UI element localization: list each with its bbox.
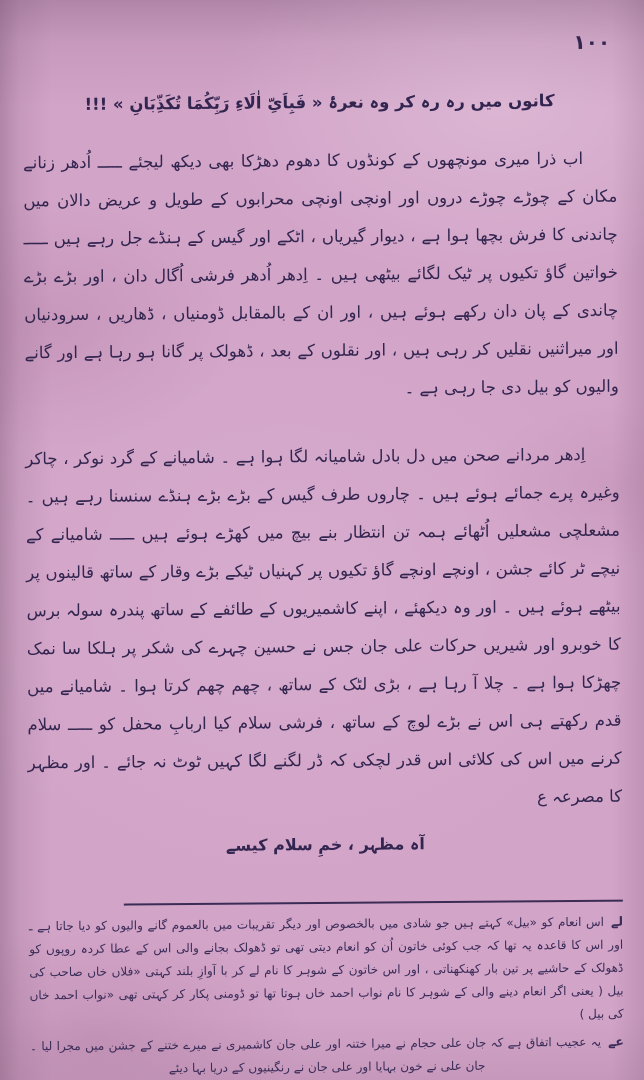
footnote-1 <box>29 910 624 1031</box>
footnote-2-text: یہ عجیب اتفاق ہے کہ جان علی حجام نے میرا ختنہ اور علی جان کاشمیری نے میرے ختنے کے جشن میں مجرا لیا ۔ جان علی نے خون بہایا اور علی جان نے رنگینیوں کے دریا بہا دیئے <box>29 1034 602 1076</box>
footnotes-section <box>29 910 624 1080</box>
body-paragraph-1: اب ذرا میری مونچھوں کے کونڈوں کا دھوم دھڑکا بھی دیکھ لیجئے ـــــ اُدھر زنانے مکان کے چوڑے چوڑے دروں اور اونچی اونچی محرابوں کے طویل و عریض دالان میں چاندنی کا فرش بچھا ہوا ہے ، دیوار گیریاں ، اٹکے اور گیس کے ہنڈے جل رہے ہیں ـــــ خواتین گاؤ تکیوں پر ٹیک لگائے بیٹھی ہیں ۔ اِدھر اُدھر فرشی اُگال دان ، اور بڑے بڑے چاندی کے پان دان رکھے ہوئے ہیں ، اور ان کے بالمقابل ڈومنیاں ، ڈھاریں ، سرودنیاں اور میراثنیں نقلیں کر رہی ہیں ، اور نقلوں کے بعد ، ڈھولک پر گانا ہو رہا ہے اور گانے والیوں کو بیل دی جا رہی ہے ۔ <box>22 148 619 398</box>
footnote-2 <box>30 1030 624 1080</box>
heading-quote: کانوں میں رہ رہ کر وہ نعرۂ « فَبِاَیِّ اٰلَاءِ رَبِّکُمَا تُکَذِّبَانِ » !!! <box>84 91 555 114</box>
body-paragraph-2: اِدھر مردانے صحن میں دل بادل شامیانہ لگا ہوا ہے ۔ شامیانے کے گرد نوکر ، چاکر وغیرہ پرے جمائے ہوئے ہیں ۔ چاروں طرف گیس کے بڑے بڑے ہنڈے سنسنا رہے ہیں ۔ مشعلچی مشعلیں اُٹھائے ہمہ تن انتظار بنے بیچ میں کھڑے ہوئے ہیں ـــــ شامیانے کے نیچے ٹر کائے جشن ، اونچے اونچے گاؤ تکیوں پر کہنیاں ٹیکے بڑے وقار کے ساتھ قالینوں پر بیٹھے ہوئے ہیں ۔ اور وہ دیکھئے ، اپنے کاشمیریوں کے طائفے کے ساتھ پندرہ سولہ برس کا خوبرو اور شیریں حرکات علی جان جس نے حسین چہرے کی شکر پر ہلکا سا نمک چھڑکا ہوا ہے ۔ چلا آ رہا ہے ، بڑی لٹک کے ساتھ ، چھم چھم کرتا ہوا ۔ شامیانے میں قدم رکھتے ہی اس نے بڑے لوچ کے ساتھ ، فرشی سلام کیا اربابِ محفل کو ـــــ سلام کرنے میں اس کی کلائی اس قدر لچکی کہ ڈر لگنے لگا کہیں ٹوٹ نہ جائے ۔ اور مظہر کا مصرعہ ع <box>25 444 623 807</box>
footnote-1-marker: لے <box>610 913 624 929</box>
verse-line: آہ مظہر ، خمِ سلام کیسے <box>225 834 425 855</box>
footnote-2-marker: عے <box>608 1033 625 1049</box>
footnote-divider <box>124 900 623 906</box>
page-number: ۱۰۰ <box>573 29 611 55</box>
footnote-1-text: اس انعام کو «بیل» کہتے ہیں جو شادی میں بالخصوص اور دیگر تقریبات میں بالعموم گانے والیوں کو دیا جاتا ہے ـ اور اس کا قاعدہ یہ تھا کہ جب کوئی خاتون اُن کو انعام دیتی تھی تو ڈھولک بجانے والی اس کے عطا کردہ روپوں کو ڈھولک کے حاشیے پر تین بار کھنکھناتی ، اور اس خاتون کے شوہر کا نام لے کر با آوازِ بلند کہتی «فلاں خاں صاحب کی بیل ( یعنی اگر انعام دینے والی کے شوہر کا نام نواب احمد خاں ہوتا تھا تو ڈومنی پکار کر کہتی تھی «نواب احمد خاں کی بیل ) <box>28 914 624 1021</box>
